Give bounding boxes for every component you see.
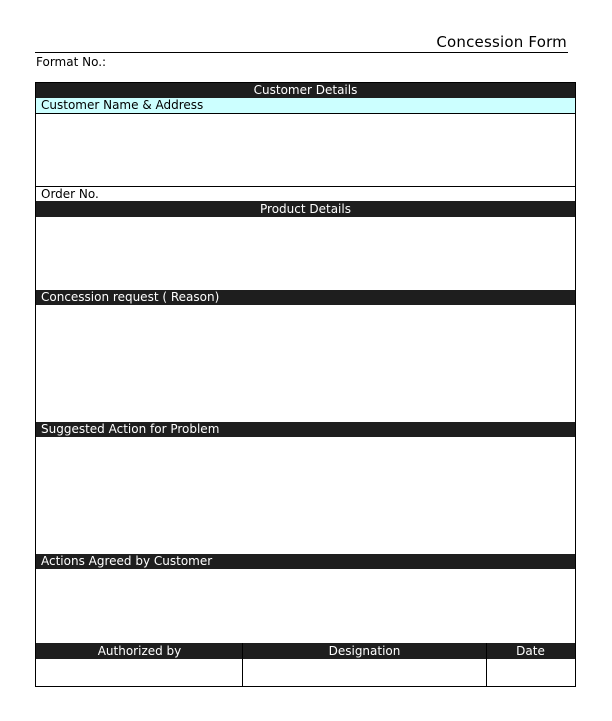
concession-request-field[interactable] xyxy=(36,305,575,422)
authorized-by-field[interactable] xyxy=(36,659,242,686)
date-header: Date xyxy=(486,643,575,659)
format-number-label: Format No.: xyxy=(36,55,107,69)
product-details-field[interactable] xyxy=(36,217,575,290)
customer-name-address-label: Customer Name & Address xyxy=(36,98,575,114)
customer-name-address-field[interactable] xyxy=(36,114,575,186)
form-title: Concession Form xyxy=(436,33,567,51)
suggested-action-field[interactable] xyxy=(36,437,575,554)
designation-field[interactable] xyxy=(243,659,486,686)
suggested-action-header: Suggested Action for Problem xyxy=(36,422,575,437)
date-field[interactable] xyxy=(487,659,575,686)
product-details-header: Product Details xyxy=(36,201,575,217)
actions-agreed-header: Actions Agreed by Customer xyxy=(36,554,575,569)
order-no-label[interactable]: Order No. xyxy=(41,187,99,201)
actions-agreed-field[interactable] xyxy=(36,569,575,643)
authorized-by-header: Authorized by xyxy=(36,643,243,659)
concession-request-header: Concession request ( Reason) xyxy=(36,290,575,305)
designation-header: Designation xyxy=(243,643,486,659)
concession-form-table xyxy=(35,82,576,687)
title-underline xyxy=(35,52,568,53)
customer-details-header: Customer Details xyxy=(36,83,575,98)
